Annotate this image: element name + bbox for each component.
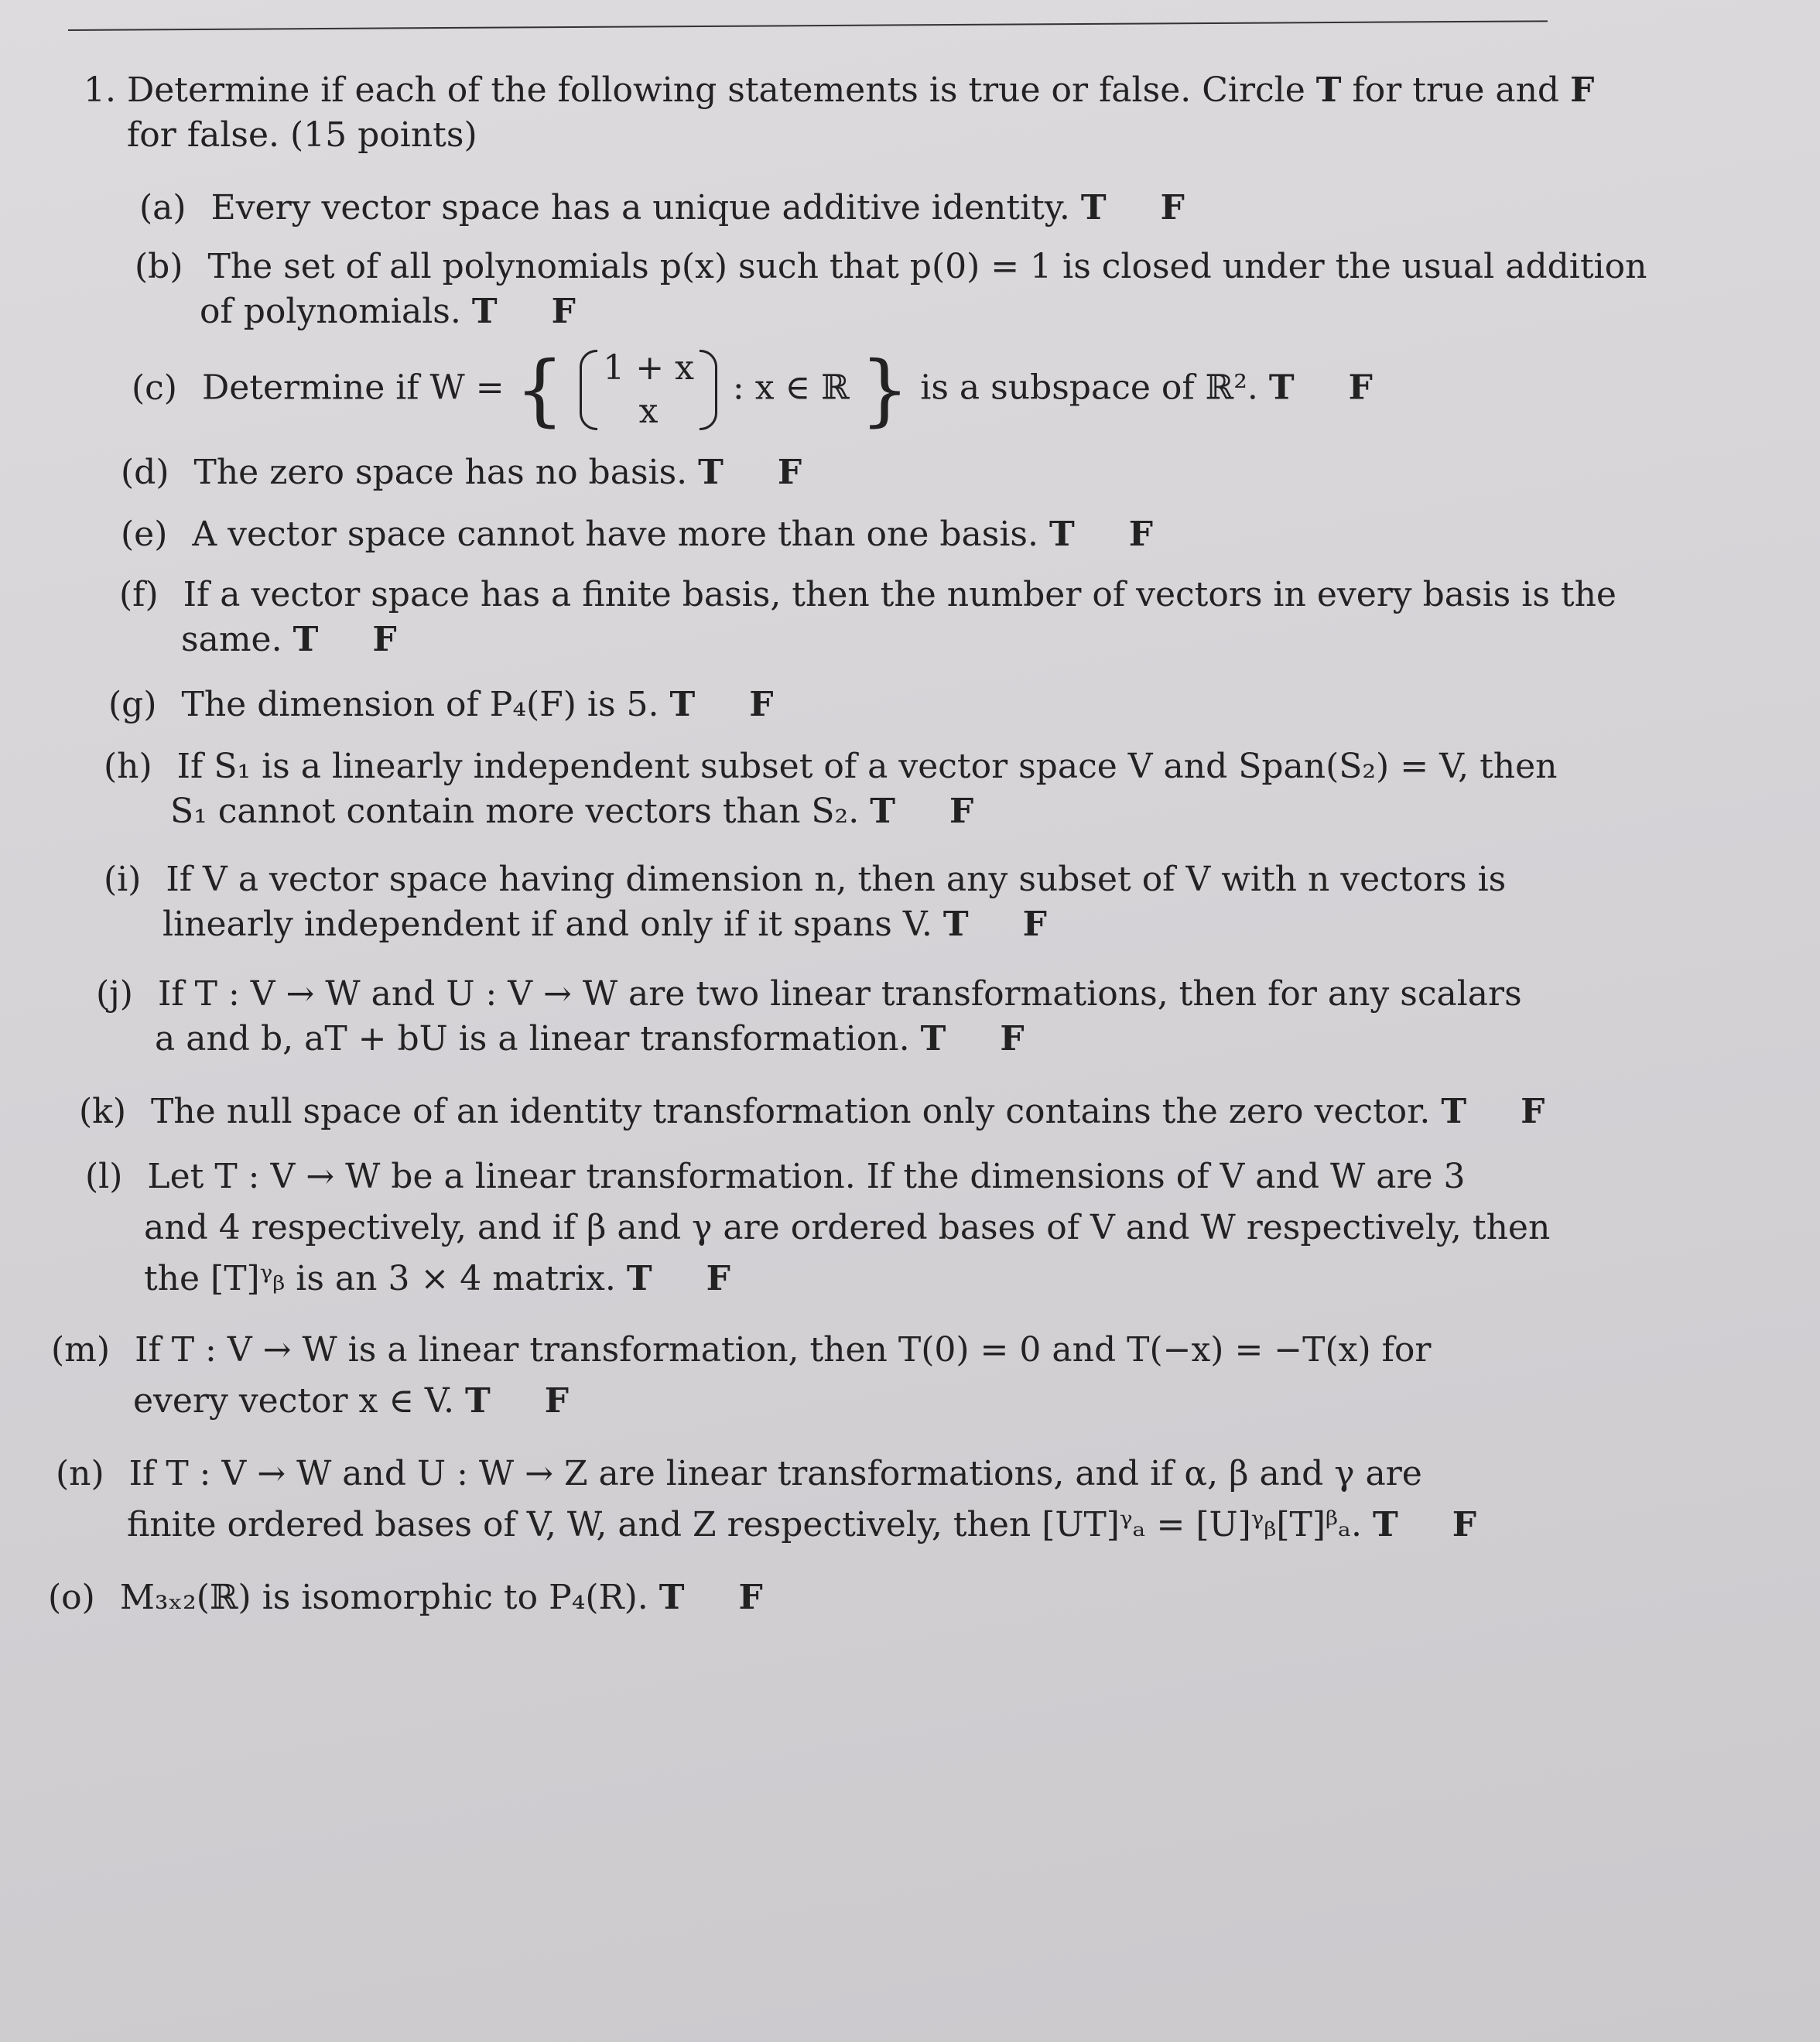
true-option[interactable]: T [626,1259,652,1298]
top-rule [68,20,1548,31]
false-option[interactable]: F [706,1259,730,1298]
item-text: If V a vector space having dimension n, then any subset of V with n vectors is [166,860,1507,899]
false-option[interactable]: F [777,453,802,492]
item-text: Determine if W = [201,368,505,408]
left-brace: { [515,344,565,435]
item-text: If a vector space has a finite basis, then the number of vectors in every basis is the [183,575,1616,614]
instructions-true-mark: T [1315,70,1342,110]
item-c [132,344,1373,435]
set-condition: : x ∈ ℝ [732,368,850,408]
instructions-mid: for true and [1352,70,1560,110]
right-brace: } [860,344,910,435]
item-label: (c) [132,368,177,408]
item-text: The null space of an identity transformation only contains the zero vector. [151,1092,1431,1131]
item-text-cont: of polynomials. [200,292,461,331]
true-option[interactable]: T [698,453,724,492]
true-option[interactable]: T [464,1381,491,1421]
item-label: (m) [51,1330,111,1370]
false-option[interactable]: F [544,1381,569,1421]
item-text: The zero space has no basis. [193,453,688,492]
item-label: (l) [85,1157,123,1196]
vector-top: 1 + x [603,348,694,388]
false-option[interactable]: F [749,685,774,724]
true-option[interactable]: T [1268,368,1295,408]
item-f [119,573,1616,662]
true-option[interactable]: T [1080,188,1107,227]
instructions-line2: for false. (15 points) [127,115,477,155]
false-option[interactable]: F [1000,1019,1025,1059]
instructions [84,68,1594,158]
false-option[interactable]: F [1160,188,1185,227]
instructions-line1: Determine if each of the following statements is true or false. Circle [126,70,1305,110]
false-option[interactable]: F [1022,905,1047,944]
item-d [121,450,802,495]
item-text-cont: same. [181,620,282,659]
item-text: If T : V → W and U : V → W are two linear transformations, then for any scalars [157,974,1522,1014]
item-label: (k) [79,1092,126,1131]
true-option[interactable]: T [870,792,895,831]
item-label: (o) [48,1578,95,1617]
item-g [108,682,774,727]
item-label: (j) [96,974,133,1014]
item-b [135,245,1647,334]
item-text: The set of all polynomials p(x) such that p(0) = 1 is closed under the usual addition [207,247,1647,286]
false-option[interactable]: F [551,292,576,331]
item-i [104,857,1506,947]
item-text: Let T : V → W be a linear transformation. If the dimensions of V and W are 3 [147,1157,1466,1196]
false-option[interactable]: F [1128,515,1153,554]
item-text-cont: and 4 respectively, and if β and γ are ordered bases of V and W respectively, then [144,1208,1551,1247]
item-text-cont: every vector x ∈ V. [133,1381,454,1421]
false-option[interactable]: F [1452,1505,1476,1544]
item-a [139,186,1185,231]
true-option[interactable]: T [1441,1092,1467,1131]
item-text-cont: linearly independent if and only if it spans V. [162,905,932,944]
true-option[interactable]: T [1372,1505,1398,1544]
item-label: (g) [108,685,157,724]
false-option[interactable]: F [1521,1092,1545,1131]
item-e [121,512,1153,557]
item-label: (a) [139,188,186,227]
item-k [79,1089,1545,1134]
item-h [104,744,1558,834]
true-option[interactable]: T [920,1019,946,1059]
item-o [48,1575,763,1620]
question-number: 1. [84,70,116,110]
item-label: (e) [121,515,168,554]
item-text: A vector space cannot have more than one basis. [192,515,1038,554]
item-text: If T : V → W is a linear transformation, then T(0) = 0 and T(−x) = −T(x) for [135,1330,1432,1370]
column-vector [580,347,717,433]
instructions-false-mark: F [1570,70,1595,110]
item-label: (i) [104,860,142,899]
item-text-cont: finite ordered bases of V, W, and Z respectively, then [UT]ᵞₐ = [U]ᵞᵦ[T]ᵝₐ. [127,1505,1362,1544]
item-text-cont: a and b, aT + bU is a linear transformation. [155,1019,910,1059]
false-option[interactable]: F [372,620,397,659]
item-label: (n) [56,1454,104,1493]
item-l [85,1154,1550,1301]
item-text-cont: S₁ cannot contain more vectors than S₂. [170,792,860,831]
true-option[interactable]: T [942,905,969,944]
item-text: M₃ₓ₂(ℝ) is isomorphic to P₄(R). [119,1578,648,1617]
item-text: If T : V → W and U : W → Z are linear transformations, and if α, β and γ are [128,1454,1422,1493]
item-text: Every vector space has a unique additive identity. [210,188,1070,227]
vector-bottom: x [638,392,659,431]
item-j [96,972,1522,1062]
true-option[interactable]: T [471,292,498,331]
item-label: (h) [104,747,152,786]
item-label: (b) [135,247,183,286]
item-text: The dimension of P₄(F) is 5. [181,685,659,724]
item-text-post: is a subspace of ℝ². [920,368,1258,408]
true-option[interactable]: T [1049,515,1075,554]
item-text-cont2: the [T]ᵞᵦ is an 3 × 4 matrix. [144,1259,616,1298]
item-text: If S₁ is a linearly independent subset of a vector space V and Span(S₂) = V, then [176,747,1558,786]
true-option[interactable]: T [659,1578,685,1617]
true-option[interactable]: T [669,685,696,724]
item-m [51,1328,1431,1424]
true-option[interactable]: T [292,620,319,659]
item-label: (f) [119,575,159,614]
false-option[interactable]: F [1348,368,1373,408]
item-label: (d) [121,453,169,492]
item-n [56,1452,1476,1548]
false-option[interactable]: F [949,792,974,831]
false-option[interactable]: F [738,1578,763,1617]
